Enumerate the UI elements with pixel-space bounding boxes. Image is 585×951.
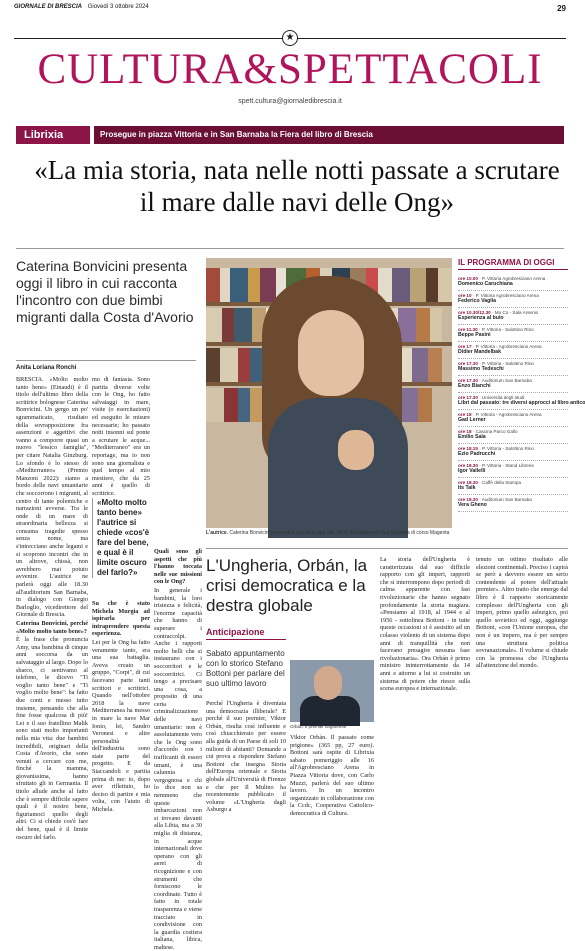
event-place: P. Vittoria - Salottino Rino <box>482 360 534 366</box>
program-event[interactable]: ore 18.30 · Auditorium San Barnaba Vera Gheno <box>458 495 568 512</box>
event-name: Federico Vaglia <box>458 297 497 304</box>
event-place: Mo Co - Sala Arsenio <box>494 309 539 315</box>
program-event[interactable]: ore 18.30 · Caffè della Stampa Its Talk <box>458 478 568 495</box>
second-column-c <box>380 556 470 836</box>
event-time: ore 18 <box>458 411 472 417</box>
event-name: Igor Vallelli <box>458 467 486 474</box>
article-question: Su che è stato Michela Murgia ad ispirarla per intraprendere questa esperienza. <box>92 600 150 638</box>
event-name: Domenico Caruchiana <box>458 280 513 287</box>
event-time: ore 17.30 <box>458 377 478 383</box>
author-rule <box>16 360 196 361</box>
program-event[interactable]: ore 18.15 · P. Vittoria - Salottino Rino Ezio Padrucchi <box>458 444 568 461</box>
event-place: Auditorium San Barnaba <box>481 496 532 502</box>
article-question: Quali sono gli aspetti che più l'hanno toccata nelle sue missioni con le Ong? <box>154 548 202 586</box>
event-name: Massimo Tedeschi <box>458 365 504 372</box>
event-place: P. Vittoria - Salottino Rino <box>482 445 534 451</box>
article-paragraph: Perché l'Ungheria è diventata una democrazia illiberale? E perché il suo premier, Viktor Orbán, risulta così influente e così chiacchierato per essere alla guida di un Paese di soli 10 milioni di abitanti? Domande a cui prova a rispondere Stefano Bottoni che insegna Storia dell'Europa orientale e Storia globale all'Università di Firenze e che per Il Mulino ha recentemente pubblicato il volume «L'Ungheria dagli Asburgo a <box>206 700 286 814</box>
article-paragraph: Lei per le Ong ha fatto veramente tanto, era una sua battaglia. Aveva creato un gruppo, "Corpi", di cui facevano parte tanti scrittori e scrittrici. Quando nell'ottobre 2018 la nave Mediterranea ha messo in mare la nave Mar Ionio, lei, Sandro Veronesi e altre personalità dell'industria sono state parte del progetto. E da Staccandoli e partita prima di me: io, dopo aver riflettuto, ho deciso di partire e mia volta, con l'aiuto di Michela. <box>92 638 150 814</box>
event-name: Gad Lerner <box>458 416 486 423</box>
program-event[interactable]: ore 18 · Cascina Parco Gallo Emilio Sala <box>458 427 568 444</box>
event-time: ore 18 <box>458 428 472 434</box>
event-name: Its Talk <box>458 484 476 491</box>
event-name: Beppe Pasini <box>458 331 491 338</box>
article-author: Anita Loriana Ronchi <box>16 365 77 371</box>
program-event[interactable]: ore 10.30/12.30 · Mo Co - Sala Arsenio Esperienza al buio <box>458 308 568 325</box>
photo-caption <box>206 530 452 536</box>
event-name: Didier Mandelbak <box>458 348 501 355</box>
author-photo <box>206 258 452 528</box>
article-paragraph: La storia dell'Ungheria è caratterizzata dal suo difficile rapporto con gli imperi, rapporti che si interrompono dopo periodi di calma apparente con fasi rivoluzionarie che hanno segnato profondamente la storia magiara. «Pensiamo al 1918, al 1944 e al 1956 - sottolinea Bottoni - in tutte queste occasioni si è assistito ad un colasso violento di un sistema dopo anni di tranquillità che non facevano presagire nessuna fase rivoluzionaria». Ora Orbán è primo ministro ininterrottamente da 14 anni e attorno a lui si costruito un sistema di potere che riesce sulla scena europea e internazionale. <box>380 556 470 693</box>
section-strap: Prosegue in piazza Vittoria e in San Barnaba la Fiera del libro di Brescia <box>90 126 564 144</box>
main-headline: «La mia storia, nata nelle notti passate a scrutare il mare dalle navi delle Ong» <box>34 155 560 217</box>
article-paragraph: mo di fantasia. Sono partita diverse volte con le Ong, ho fatto salvataggi in mare, visite (o esercitazioni) ed eseguito le misure necessarie; ho passato notti insonni sul ponte a scrutare le acque... "Mediterraneo" era un reportage, ma io non sono una giornalista e quel tempo al mio mestiere, che da 25 anni è quello di scrittrice. <box>92 376 150 497</box>
event-time: ore 18.15 <box>458 445 478 451</box>
event-place: Università degli studi <box>482 394 525 400</box>
orban-photo-caption: Orbán. Il premier ungherese <box>290 724 347 729</box>
program-event[interactable]: ore 10 · P. Vittoria Agrobresciano Arena Federico Vaglia <box>458 291 568 308</box>
event-name: Esperienza al buio <box>458 314 504 321</box>
section-email[interactable]: spett.cultura@giornaledibrescia.it <box>238 98 342 105</box>
event-name: Ezio Padrucchi <box>458 450 496 457</box>
article-paragraph: In generale i bambini, la loro tristezza e felicità, l'enorme capacità che hanno di superare i contraccolpi. Anche i rapporti molto belli che si instaurano con i soccorritori e le soccorritrici. Ci tengo a precisare una cosa, a proposito di una certa criminalizzazione delle navi umanitarie: non è assolutamente vero che le Ong sono d'accordo con i trafficanti di esseri umani, è una calunnia vergognosa e chi lo dice non sa nemmeno che queste imbarcazioni non si trovano davanti alla Libia, ma a 30 miglia di distanza, in acque internazionali dove operano con gli aerei di ricognizione e con strumenti che forniscono le coordinate. Tutto è fatto in totale trasparenza e viene tracciato in condivisione con la guardia costiera italiana, libica, maltese. <box>154 586 202 951</box>
section-tag: Librixia <box>16 126 90 144</box>
photo-caption-label: L'autrice. <box>206 530 229 536</box>
article-paragraph: tenuto un ottimo risultato alle elezioni continentali. Preciso i capirà se però a davvero essere un serio contendente al potere dell'attuale premier». Altro tratto che emerge dal libro è il rapporto storicamente complesso dell'Ungheria con gli imperi, primo quello asburgico, poi quello sovietico ed oggi, aggiunge Bottoni, «con l'Unione europea, che non è un impero, ma è per sempre una struttura politica sovranazionale». Il volume si chiude con la promessa che l'Ungheria all'attenzione del mondo. <box>476 556 568 670</box>
program-box <box>458 258 585 546</box>
portrait-face <box>298 310 364 396</box>
headline-rule <box>16 248 564 249</box>
program-event[interactable]: ore 10.00 · P. Vittoria Agrobresciano Arena Domenico Caruchiana <box>458 274 568 291</box>
issue-date: Giovedì 3 ottobre 2024 <box>87 4 149 10</box>
second-column-b <box>290 734 374 836</box>
article-column-3b <box>154 548 202 951</box>
section-bar <box>16 126 564 144</box>
event-time: ore 11.30 <box>458 326 478 332</box>
event-place: P. Vittoria - Agrobresciano Arena <box>475 411 542 417</box>
orban-photo <box>290 660 374 722</box>
event-place: Cascina Parco Gallo <box>475 428 518 434</box>
event-time: ore 10.00 <box>458 275 478 281</box>
event-time: ore 18.30 <box>458 462 478 468</box>
event-time: ore 17 <box>458 343 472 349</box>
portrait-body <box>268 398 408 538</box>
program-event[interactable]: ore 18.30 · P. Vittoria - Stand Librerie Igor Vallelli <box>458 461 568 478</box>
event-time: ore 18.30 <box>458 496 478 502</box>
program-event[interactable]: ore 11.30 · P. Vittoria - Salottino Rino Beppe Pasini <box>458 325 568 342</box>
second-column-d <box>476 556 568 836</box>
newspaper-name: GIORNALE DI BRESCIA <box>14 4 83 10</box>
program-event[interactable]: ore 17.30 · Auditorium San Barnaba Enzo Bianchi <box>458 376 568 393</box>
event-time: ore 10 <box>458 292 472 298</box>
photo-caption-text: Caterina Bonvicini presenta il suo libro oggi alle 18.30 all'auditorium San Barnaba di corso Magenta <box>229 530 450 536</box>
section-masthead: CULTURA&SPETTACOLI <box>37 46 543 93</box>
article-column-3 <box>154 376 202 546</box>
event-place: Caffè della Stampa <box>482 479 522 485</box>
event-time: ore 10.30/12.30 <box>458 309 491 315</box>
event-place: P. Vittoria Agrobresciano Arena <box>482 275 546 281</box>
portrait-head <box>314 666 342 700</box>
article-column-2b <box>92 600 150 836</box>
event-place: P. Vittoria - Agrobresciano Arena <box>475 343 542 349</box>
article-paragraph: BRESCIA. «Molto molto tanto bene» (Einaudi) è il titolo dell'ultimo libro della scrittrice bolognese Caterina Bonvicini. Un gergo un po' sgrammaticato, risultato della sovrapposizione fra assenzioni e aggettivi che vanno a comporre quasi un nuovo "lessico famiglia", per citare Natalia Ginzburg. Lo sfondo è lo stesso di «Mediterraneo» (Premio Manzoni 2022): siamo a bordo delle navi umanitarie che soccorrono i migranti, al centro di tante polemiche e narrazioni avverse. Tra le onde di un mare di straordinaria bellezza si consuma tragedie spesso senza nome, ma s'intrecciano anche legami e si scoprono incontri che in un altrove, chissà, non avrebbero mai potuto avvenire. L'autrice ne parlerà oggi alle 18.30 all'auditorium San Barnaba, in dialogo con Giorgio Barloglio, vicedirettore del Giornale di Brescia. <box>16 376 88 619</box>
star-icon: ★ <box>282 30 298 46</box>
program-title: IL PROGRAMMA DI OGGI <box>458 258 568 270</box>
event-time: ore 18.30 <box>458 479 478 485</box>
program-event[interactable]: ore 17.30 · P. Vittoria - Salottino Rino Massimo Tedeschi <box>458 359 568 376</box>
program-event[interactable]: ore 18 · P. Vittoria - Agrobresciano Arena Gad Lerner <box>458 410 568 427</box>
event-place: P. Vittoria - Stand Librerie <box>482 462 534 468</box>
program-event[interactable]: ore 17 · P. Vittoria - Agrobresciano Arena Didier Mandelbak <box>458 342 568 359</box>
program-event[interactable]: ore 17.30 · Università degli studi Libri dal passato: tre diversi approcci al libro antico <box>458 393 568 410</box>
article-question: Caterina Bonvicini, perché «Molto molto tanto bene»? <box>16 620 88 635</box>
second-article-tag: Anticipazione <box>206 627 286 640</box>
event-place: P. Vittoria Agrobresciano Arena <box>475 292 539 298</box>
article-column-1 <box>16 376 88 841</box>
pull-quote: «Molto molto tanto bene» l'autrice si chiede «cos'è fare del bene, e qual è il limite oscuro del farlo?» <box>92 498 150 578</box>
page-number: 29 <box>557 4 566 13</box>
event-name: Enzo Bianchi <box>458 382 491 389</box>
event-name: Libri dal passato: tre diversi approcci al libro antico <box>458 399 585 406</box>
second-article-rule <box>206 548 568 549</box>
second-headline: L'Ungheria, Orbán, la crisi democratica e la destra globale <box>206 556 368 615</box>
event-name: Vera Gheno <box>458 501 487 508</box>
event-place: P. Vittoria - Salottino Rino <box>481 326 534 332</box>
article-paragraph: Viktor Orbán. Il passato come prigione» (365 pp, 27 euro). Bottoni sarà ospite di Librixia sabato pomeriggio alle 16 all'Agrobresciano Arena in Piazza Vittoria dove, con Carlo Muzzi, parlerà del suo ultimo lavoro. In un incontro organizzato in collaborazione con la Ccdc, Cooperativa Cattolico-democratica di Cultura. <box>290 734 374 817</box>
article-subhead: Caterina Bonvicini presenta oggi il libro in cui racconta l'incontro con due bimbi migranti dalla Costa d'Avorio <box>16 258 194 325</box>
second-article-deck: Sabato appuntamento con lo storico Stefano Bottoni per parlare del suo ultimo lavoro <box>206 649 285 688</box>
portrait-suit <box>300 696 360 726</box>
article-paragraph: È la frase che pronuncia Amy, una bambina di cinque anni soccorsa da un salvataggio al largo. Dopo lo sbarco, ci sentivamo al telefono, le dicevo "Ti voglio tanto bene" e "Ti voglio molto bene": ha fatto due conti e messo tutto insieme, pensando che alla fine fosse qualcosa di più! Lei e il suo fratellino Malik sono stati molto importanti nella mia vita: due bambini incredibili, originari della Costa d'Avorio, che sono venuti a cercare con me, finché la mamma, giovanissima, hanno sfruttato gli in Germania. Il titolo allude anche al fatto che è sempre difficile sapere quali è il nostro bene, figuriamoci quello degli altri. Ci si chiede cos'è fare del bene, qual è il limite oscuro del farlo. <box>16 636 88 841</box>
event-time: ore 17.30 <box>458 394 478 400</box>
second-column-a <box>206 700 286 836</box>
event-name: Emilio Sala <box>458 433 486 440</box>
event-time: ore 17.30 <box>458 360 478 366</box>
article-column-2 <box>92 376 150 497</box>
portrait-hand <box>338 430 374 470</box>
event-place: Auditorium San Barnaba <box>481 377 532 383</box>
page-header <box>14 4 566 18</box>
